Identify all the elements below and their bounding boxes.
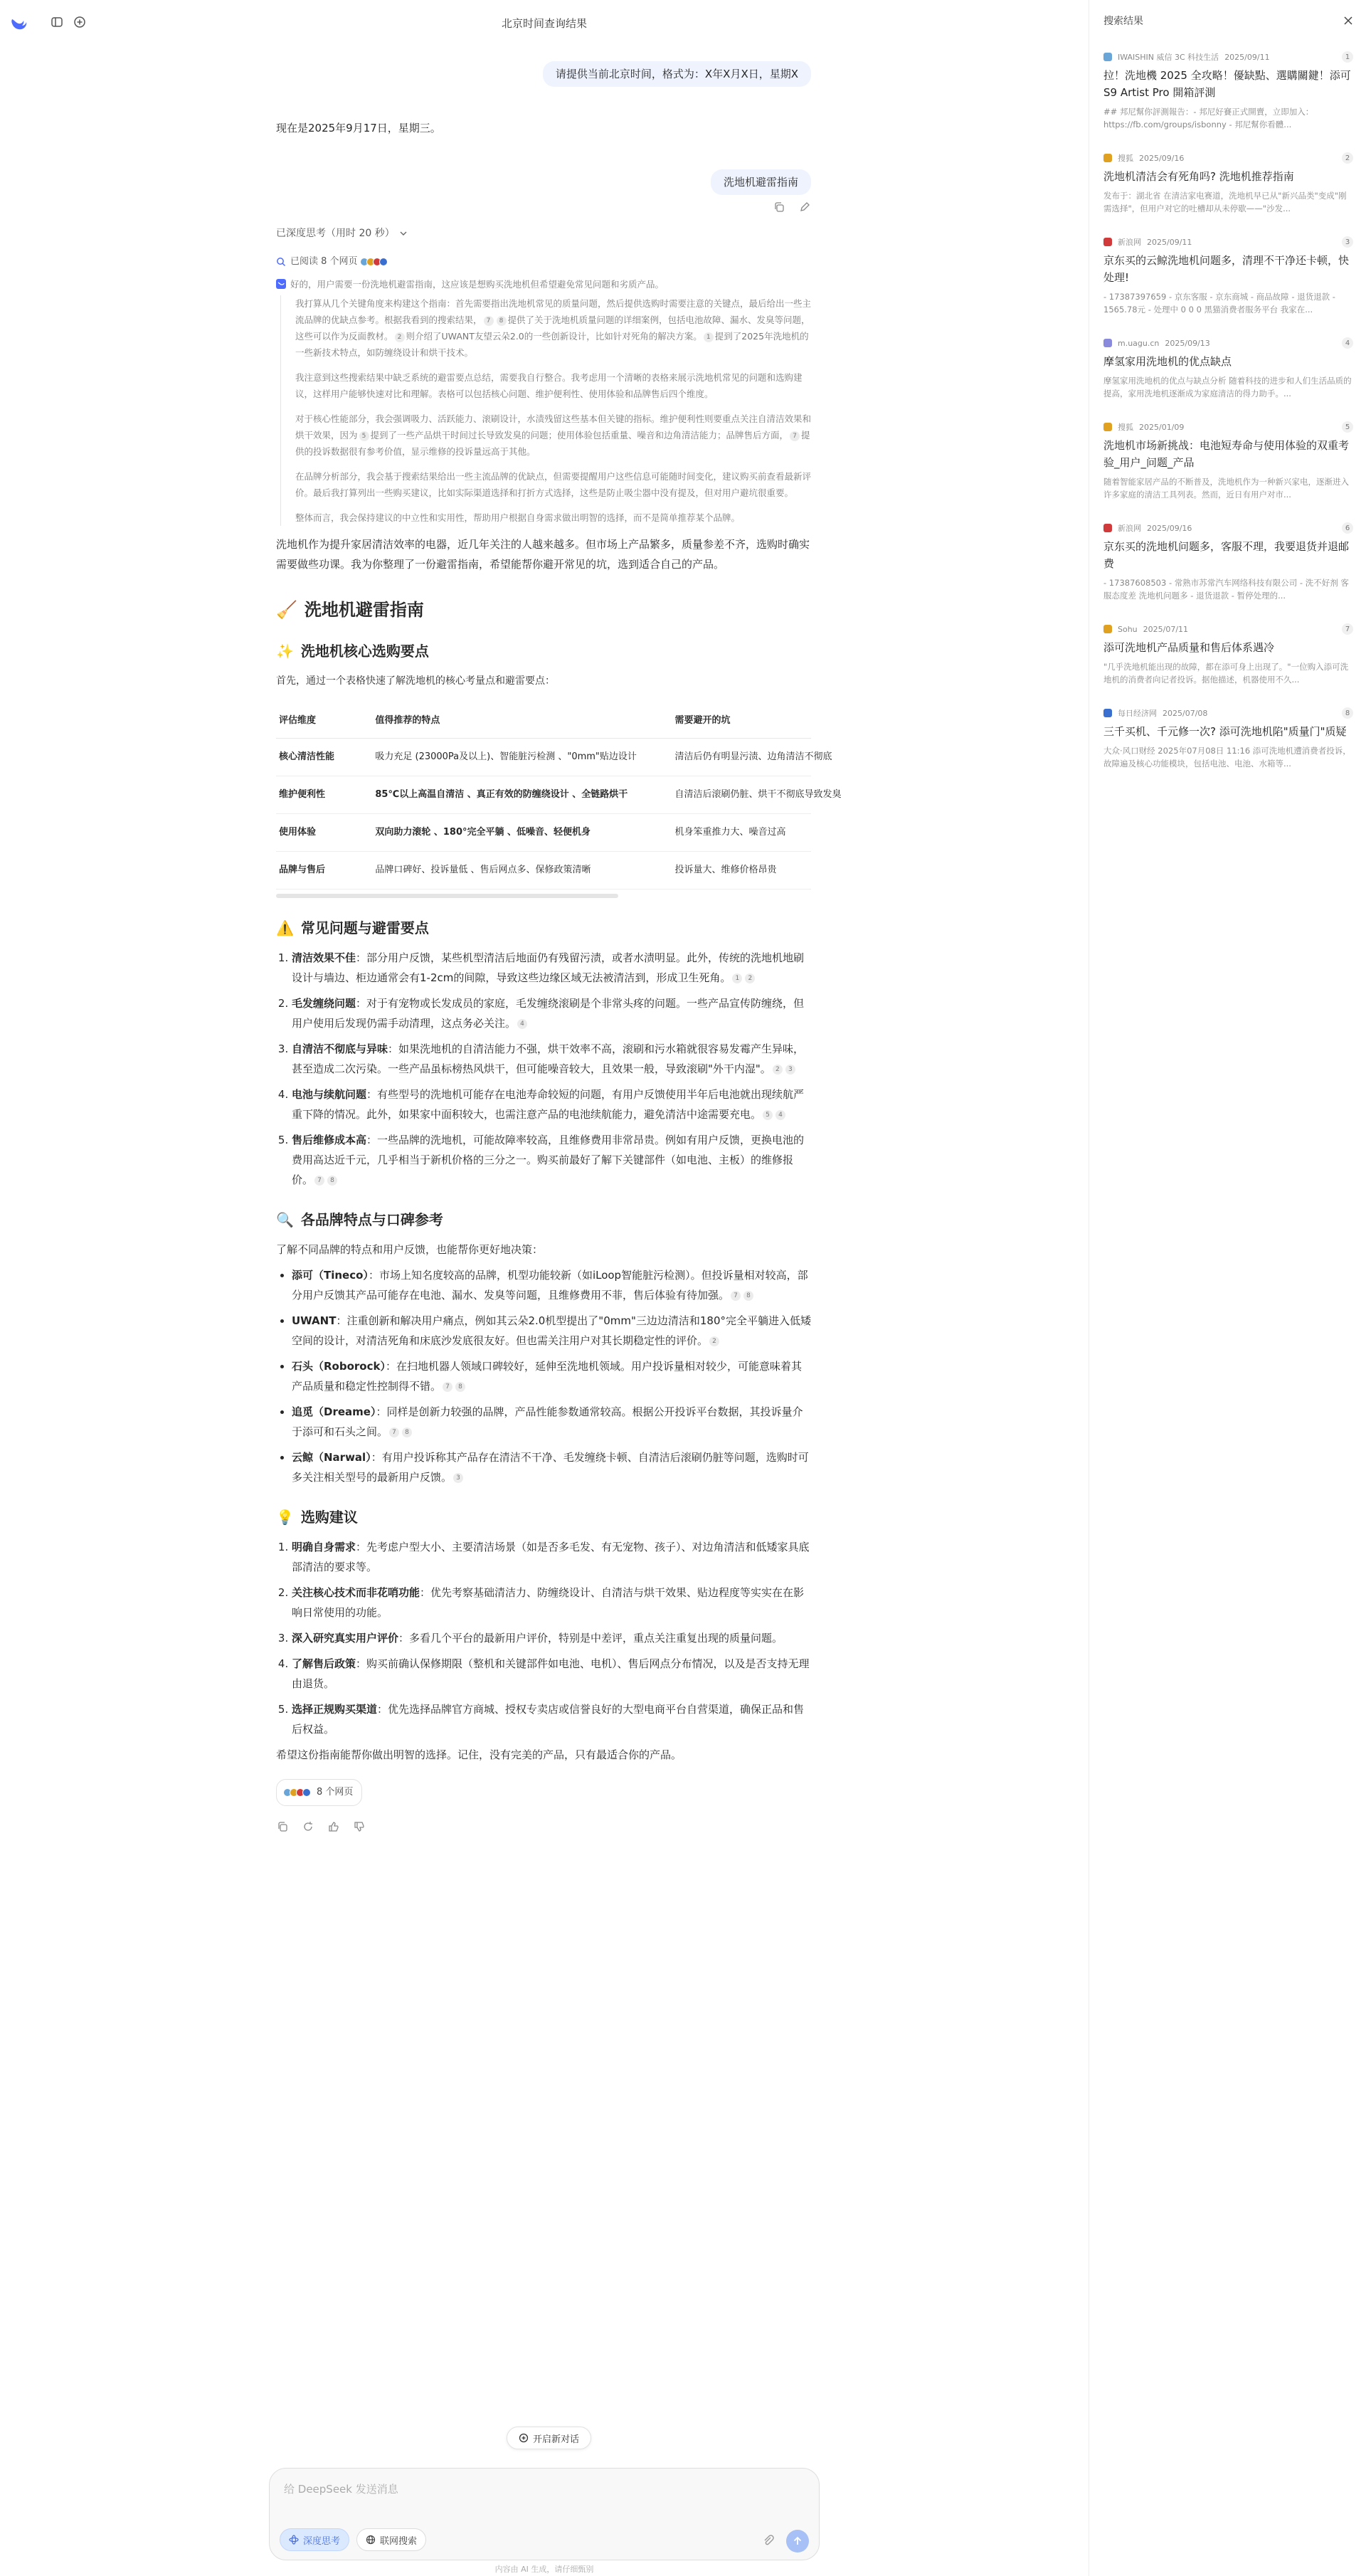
user-message-bubble: 洗地机避雷指南 (711, 169, 811, 195)
answer-closing: 希望这份指南能帮你做出明智的选择。记住，没有完美的产品，只有最适合你的产品。 (276, 1748, 682, 1761)
result-number: 1 (1342, 51, 1353, 63)
result-source: 搜狐 (1118, 154, 1133, 163)
sources-button[interactable] (276, 1779, 362, 1806)
table-scrollbar[interactable] (276, 894, 618, 898)
attachment-icon[interactable] (762, 2534, 775, 2547)
result-number: 7 (1342, 623, 1353, 635)
thinking-paragraph: 我注意到这些搜索结果中缺乏系统的避雷要点总结，需要我自行整合。我考虑用一个清晰的表格来展示洗地机常见的问题和选购建议，这样用户能够快速对比和理解。表格可以包括核心问题、维护便利性、使用体验和品牌售后四个维度。 (295, 372, 803, 399)
message-composer (269, 2468, 820, 2560)
copy-icon[interactable] (773, 201, 785, 213)
edit-icon[interactable] (798, 201, 811, 213)
result-source: 新浪网 (1118, 524, 1141, 533)
site-favicon-icon (1103, 238, 1112, 246)
table-row: 品牌与售后 品牌口碑好、投诉量低 、售后网点多、保修政策清晰 投诉量大、维修价格昂贵 (276, 852, 811, 890)
deep-think-chip-label: 深度思考 (303, 2535, 341, 2547)
list-item: 5. 选择正规购买渠道：优先选择品牌官方商城、授权专卖店或信誉良好的大型电商平台自营渠道，确保正品和售后权益。 (292, 1699, 811, 1739)
result-date: 2025/09/16 (1139, 153, 1185, 163)
deep-think-label: 已深度思考（用时 20 秒） (276, 228, 395, 239)
sparkles-icon: ✨ (276, 643, 294, 660)
user-message (276, 169, 811, 195)
list-item: 1. 明确自身需求：先考虑户型大小、主要清洁场景（如是否多毛发、有无宠物、孩子）、对边角清洁和低矮家具底部清洁的要求等。 (292, 1537, 811, 1577)
result-date: 2025/01/09 (1139, 422, 1185, 432)
list-item: 3. 深入研究真实用户评价：多看几个平台的最新用户评价，特别是中差评，重点关注重复出现的质量问题。 (292, 1628, 811, 1648)
web-search-button[interactable] (356, 2528, 426, 2551)
deep-think-toggle[interactable] (276, 223, 408, 243)
result-date: 2025/07/11 (1143, 624, 1189, 634)
result-date: 2025/09/13 (1165, 338, 1210, 348)
deep-think-button[interactable] (280, 2528, 349, 2551)
result-date: 2025/09/11 (1147, 237, 1192, 247)
search-result-card[interactable] (1089, 512, 1366, 613)
result-title[interactable]: 添可洗地机产品质量和售后体系遇冷 (1103, 641, 1275, 654)
site-favicon-icon (1103, 339, 1112, 347)
thinking-paragraph: 对于核心性能部分，我会强调吸力、活跃能力、滚刷设计，水渍残留这些基本但关键的指标。维护便利性则要重点关注自清洁效果和烘干效果，因为 5 提到了一些产品烘干时间过长导致发臭的问题；使用体验包括重量、噪音和边角清洁能力；品牌售后方面， 7 提供的投诉数据很有参考价值，显示维修的投诉量远高于其他。 (295, 413, 812, 457)
assistant-answer: 现在是2025年9月17日，星期三。 (276, 122, 441, 134)
table-row: 使用体验 双向助力滚轮 、180°完全平躺 、低噪音、轻便机身 机身笨重推力大、噪音过高 (276, 814, 811, 852)
search-result-card[interactable] (1089, 613, 1366, 697)
core-intro: 首先，通过一个表格快速了解洗地机的核心考量点和避雷要点： (276, 675, 555, 687)
table-row: 核心清洁性能 吸力充足 (23000Pa及以上)、智能脏污检测 、"0mm"贴边设计 清洁后仍有明显污渍、边角清洁不彻底 (276, 739, 811, 776)
result-source: m.uagu.cn (1118, 338, 1160, 348)
regenerate-icon[interactable] (302, 1820, 314, 1833)
list-item: • 添可（Tineco）：市场上知名度较高的品牌，机型功能较新（如iLoop智能脏污检测）。但投诉量相对较高，部分用户反馈其产品可能存在电池、漏水、发臭等问题，且维修费用不菲，售后体验有待加强。 7 8 (292, 1265, 811, 1305)
result-snippet: 随着智能家居产品的不断普及，洗地机作为一种新兴家电，逐渐进入许多家庭的清洁工具列表。然而，近日有用户对市... (1103, 477, 1349, 500)
result-title[interactable]: 洗地机市场新挑战：电池短寿命与使用体验的双重考验_用户_问题_产品 (1103, 439, 1350, 469)
brands-heading: 🔍 各品牌特点与口碑参考 (276, 1211, 443, 1228)
result-date: 2025/07/08 (1163, 708, 1208, 718)
result-source: 每日经济网 (1118, 709, 1157, 718)
thinking-paragraph: 在品牌分析部分，我会基于搜索结果给出一些主流品牌的优缺点，但需要提醒用户这些信息可能随时间变化，建议购买前查看最新评价。最后我打算列出一些购买建议，比如实际渠道选择和打折方式选择，这些是防止吸尘器中没有提及，但对用户避坑很重要。 (295, 471, 812, 498)
result-meta (1103, 522, 1353, 534)
result-source: Sohu (1118, 624, 1138, 634)
result-source: 搜狐 (1118, 423, 1133, 432)
issues-heading: ⚠️ 常见问题与避雷要点 (276, 919, 429, 936)
site-favicon-icon (1103, 709, 1112, 717)
advice-heading: 💡 选购建议 (276, 1509, 358, 1526)
list-item: • 石头（Roborock）：在扫地机器人领域口碑较好，延伸至洗地机领域。用户投诉量相对较少，可能意味着其产品质量和稳定性控制得不错。 7 8 (292, 1356, 811, 1396)
search-result-card[interactable] (1089, 142, 1366, 226)
search-result-card[interactable] (1089, 327, 1366, 411)
result-number: 4 (1342, 337, 1353, 349)
copy-icon[interactable] (276, 1820, 289, 1833)
guide-heading: 🧹 洗地机避雷指南 (276, 600, 424, 620)
send-button[interactable] (786, 2530, 809, 2553)
thinking-first-line: 好的，用户需要一份洗地机避雷指南，这应该是想购买洗地机但希望避免常见问题和劣质产品。 (290, 279, 665, 290)
close-icon[interactable] (1343, 16, 1353, 26)
thumbs-down-icon[interactable] (353, 1820, 366, 1833)
result-snippet: ## 邦尼幫你評測報告：- 邦尼好賽正式開賣，立即加入：https://fb.com/groups/isbonny - 邦尼幫你看體... (1103, 107, 1314, 130)
list-item: • UWANT：注重创新和解决用户痛点，例如其云朵2.0机型提出了"0mm"三边边清洁和180°完全平躺进入低矮空间的设计，对清洁死角和床底沙发底很友好。但也需关注用户对其长期稳定性的评价。 2 (292, 1311, 811, 1351)
search-result-card[interactable] (1089, 41, 1366, 142)
list-item: 2. 关注核心技术而非花哨功能：优先考察基础清洁力、防缠绕设计、自清洁与烘干效果、贴边程度等实实在在影响日常使用的功能。 (292, 1583, 811, 1622)
search-result-card[interactable] (1089, 411, 1366, 512)
search-icon (276, 257, 286, 267)
source-favicons (285, 1788, 311, 1797)
site-favicon-icon (1103, 524, 1112, 532)
result-source: IWAISHIN 威信 3C 科技生活 (1118, 53, 1219, 62)
magnifier-icon: 🔍 (276, 1211, 294, 1228)
result-source: 新浪网 (1118, 238, 1141, 247)
result-meta (1103, 421, 1353, 433)
list-item: • 云鲸（Narwal）：有用户投诉称其产品存在清洁不干净、毛发缠绕卡顿、自清洁后滚刷仍脏等问题，选购时可多关注相关型号的最新用户反馈。 3 (292, 1447, 811, 1487)
list-item: 5. 售后维修成本高：一些品牌的洗地机，可能故障率较高，且维修费用非常昂贵。例如有用户反馈，更换电池的费用高达近千元，几乎相当于新机价格的三分之一。购买前最好了解下关键部件（如电池、主板）的维修报价。 7 8 (292, 1130, 811, 1190)
advice-list (276, 1537, 811, 1739)
search-results-panel (1089, 0, 1366, 2576)
result-date: 2025/09/11 (1224, 52, 1270, 62)
user-message-bubble: 请提供当前北京时间，格式为：X年X月X日，星期X (543, 61, 811, 87)
table-header: 值得推荐的特点 (372, 704, 672, 739)
result-meta (1103, 707, 1353, 719)
site-favicon-icon (1103, 154, 1112, 162)
list-item: 2. 毛发缠绕问题：对于有宠物或长发成员的家庭，毛发缠绕滚刷是个非常头疼的问题。一些产品宣传防缠绕，但用户使用后发现仍需手动清理，这点务必关注。 4 (292, 993, 811, 1033)
issues-list (276, 948, 811, 1190)
result-number: 8 (1342, 707, 1353, 719)
result-number: 6 (1342, 522, 1353, 534)
result-title[interactable]: 京东买的洗地机问题多，客服不理，我要退货并退邮费 (1103, 540, 1350, 570)
result-title[interactable]: 摩氢家用洗地机的优点缺点 (1103, 355, 1232, 368)
new-chat-button[interactable] (507, 2427, 591, 2449)
result-number: 5 (1342, 421, 1353, 433)
lightbulb-icon: 💡 (276, 1509, 294, 1526)
thinking-paragraph: 整体而言，我会保持建议的中立性和实用性，帮助用户根据自身需求做出明智的选择，而不是简单推荐某个品牌。 (295, 512, 741, 523)
result-snippet: - 17387397659 - 京东客服 - 京东商城 - 商品故障 - 退货退款 - 1565.78元 - 处理中 0 0 0 黑猫消费者服务平台 我家在... (1103, 292, 1335, 315)
answer-actions (276, 1820, 811, 1833)
result-number: 2 (1342, 152, 1353, 164)
results-list (1089, 41, 1366, 781)
deepseek-icon (276, 279, 286, 289)
result-snippet: 大众·风口财经 2025年07月08日 11:16 添可洗地机遭消费者投诉，故障遍及核心功能模块，包括电池、电池、水箱等... (1103, 746, 1351, 769)
site-favicon-icon (1103, 625, 1112, 633)
result-title[interactable]: 洗地机清洁会有死角吗? 洗地机推荐指南 (1103, 170, 1294, 183)
top-bar (0, 0, 1089, 44)
result-snippet: 摩氢家用洗地机的优点与缺点分析 随着科技的进步和人们生活品质的提高，家用洗地机逐渐成为家庭清洁的得力助手。... (1103, 376, 1352, 398)
table-header: 评估维度 (276, 704, 372, 739)
result-meta (1103, 623, 1353, 635)
result-meta (1103, 337, 1353, 349)
arrow-up-icon (792, 2535, 803, 2547)
brands-list (276, 1265, 811, 1487)
chevron-down-icon (399, 229, 408, 238)
site-favicon-icon (1103, 53, 1112, 61)
thumbs-up-icon[interactable] (327, 1820, 340, 1833)
comparison-table (276, 704, 842, 890)
result-title[interactable]: 三千买机、千元修一次? 添可洗地机陷"质量门"质疑 (1103, 725, 1347, 738)
web-search-chip-label: 联网搜索 (380, 2535, 418, 2547)
list-item: 3. 自清洁不彻底与异味：如果洗地机的自清洁能力不强，烘干效率不高，滚刷和污水箱就很容易发霉产生异味，甚至造成二次污染。一些产品虽标榜热风烘干，但可能噪音较大，且效果一般，导致滚刷"外干内湿"。 2 3 (292, 1039, 811, 1079)
footer-note: 内容由 AI 生成，请仔细甄别 (494, 2565, 594, 2574)
panel-header (1089, 0, 1366, 41)
search-result-card[interactable] (1089, 226, 1366, 327)
result-title[interactable]: 拉！洗地機 2025 全攻略！優缺點、選購關鍵！添可 S9 Artist Pro 開箱評測 (1103, 69, 1351, 99)
source-favicons (362, 258, 388, 266)
table-row: 维护便利性 85℃以上高温自清洁 、真正有效的防缠绕设计 、全链路烘干 自清洁后滚刷仍脏、烘干不彻底导致发臭 (276, 776, 811, 814)
message-input[interactable]: 给 DeepSeek 发送消息 (284, 2483, 398, 2496)
assistant-answer (276, 534, 842, 1833)
brands-intro: 了解不同品牌的特点和用户反馈，也能帮你更好地决策： (276, 1243, 544, 1256)
user-message (276, 61, 811, 87)
chat-thread (276, 61, 842, 1833)
list-item: • 追觅（Dreame）：同样是创新力较强的品牌，产品性能参数通常较高。根据公开投诉平台数据，其投诉量介于添可和石头之间。 7 8 (292, 1402, 811, 1442)
result-meta (1103, 152, 1353, 164)
result-snippet: 发布于：湖北省 在清洁家电赛道，洗地机早已从"新兴品类"变成"刚需选择"，但用户对它的吐槽却从未停歇——"沙发... (1103, 191, 1347, 213)
result-title[interactable]: 京东买的云鲸洗地机问题多，清理不干净还卡顿，快处理! (1103, 254, 1350, 284)
list-item: 1. 清洁效果不佳：部分用户反馈，某些机型清洁后地面仍有残留污渍，或者水渍明显。此外，传统的洗地机地刷设计与墙边、柜边通常会有1-2cm的间隙，导致这些边缘区域无法被清洁到，形成卫生死角。 1 2 (292, 948, 811, 988)
panel-title: 搜索结果 (1103, 16, 1143, 27)
globe-icon (366, 2535, 376, 2545)
new-chat-label: 开启新对话 (533, 2434, 580, 2445)
result-number: 3 (1342, 236, 1353, 248)
read-webpages[interactable] (276, 252, 811, 272)
thinking-content (276, 276, 811, 526)
site-favicon-icon (1103, 423, 1112, 431)
read-label: 已阅读 8 个网页 (290, 256, 358, 267)
sources-label: 8 个网页 (317, 1787, 354, 1798)
list-item: 4. 电池与续航问题：有些型号的洗地机可能存在电池寿命较短的问题，有用户反馈使用半年后电池就出现续航严重下降的情况。此外，如果家中面积较大，也需注意产品的电池续航能力，避免清洁中途需要充电。 5 4 (292, 1084, 811, 1124)
core-heading: ✨ 洗地机核心选购要点 (276, 643, 429, 660)
user-message-actions (276, 201, 811, 213)
result-meta (1103, 51, 1353, 63)
result-meta (1103, 236, 1353, 248)
table-header: 需要避开的坑 (672, 704, 811, 739)
thinking-paragraph: 我打算从几个关键角度来构建这个指南：首先需要指出洗地机常见的质量问题，然后提供选购时需要注意的关键点，最后给出一些主流品牌的优缺点参考。根据我看到的搜索结果， 7 8 提供了关于洗地机质量问题的详细案例，包括电池故障、漏水、发臭等问题，这些可以作为反面教材。 2 则介绍了UWANT友望云朵2.0的一些创新设计，比如针对死角的解决方案。 1 提到了2025年洗地机的一些新技术特点，如防缠绕设计和烘干技术。 (295, 298, 812, 358)
page-title: 北京时间查询结果 (501, 17, 587, 30)
list-item: 4. 了解售后政策：购买前确认保修期限（整机和关键部件如电池、电机）、售后网点分布情况，以及是否支持无理由退货。 (292, 1654, 811, 1694)
result-snippet: - 17387608503 - 常熟市苏常汽车网络科技有限公司 - 洗不好剂 客服态度差 洗地机问题多 - 退货退款 - 暂停处理的... (1103, 578, 1349, 601)
atom-icon (289, 2535, 299, 2545)
new-chat-icon (519, 2433, 529, 2443)
answer-intro: 洗地机作为提升家居清洁效率的电器，近几年关注的人越来越多。但市场上产品繁多，质量参差不齐，选购时确实需要做些功课。我为你整理了一份避雷指南，希望能帮你避开常见的坑，选到适合自己的产品。 (276, 538, 810, 571)
broom-icon: 🧹 (276, 600, 297, 620)
result-snippet: "几乎洗地机能出现的故障，都在添可身上出现了。"一位购入添可洗地机的消费者向记者投诉。据他描述，机器使用不久... (1103, 662, 1349, 685)
result-date: 2025/09/16 (1147, 523, 1192, 533)
search-result-card[interactable] (1089, 697, 1366, 781)
warning-icon: ⚠️ (276, 919, 294, 936)
